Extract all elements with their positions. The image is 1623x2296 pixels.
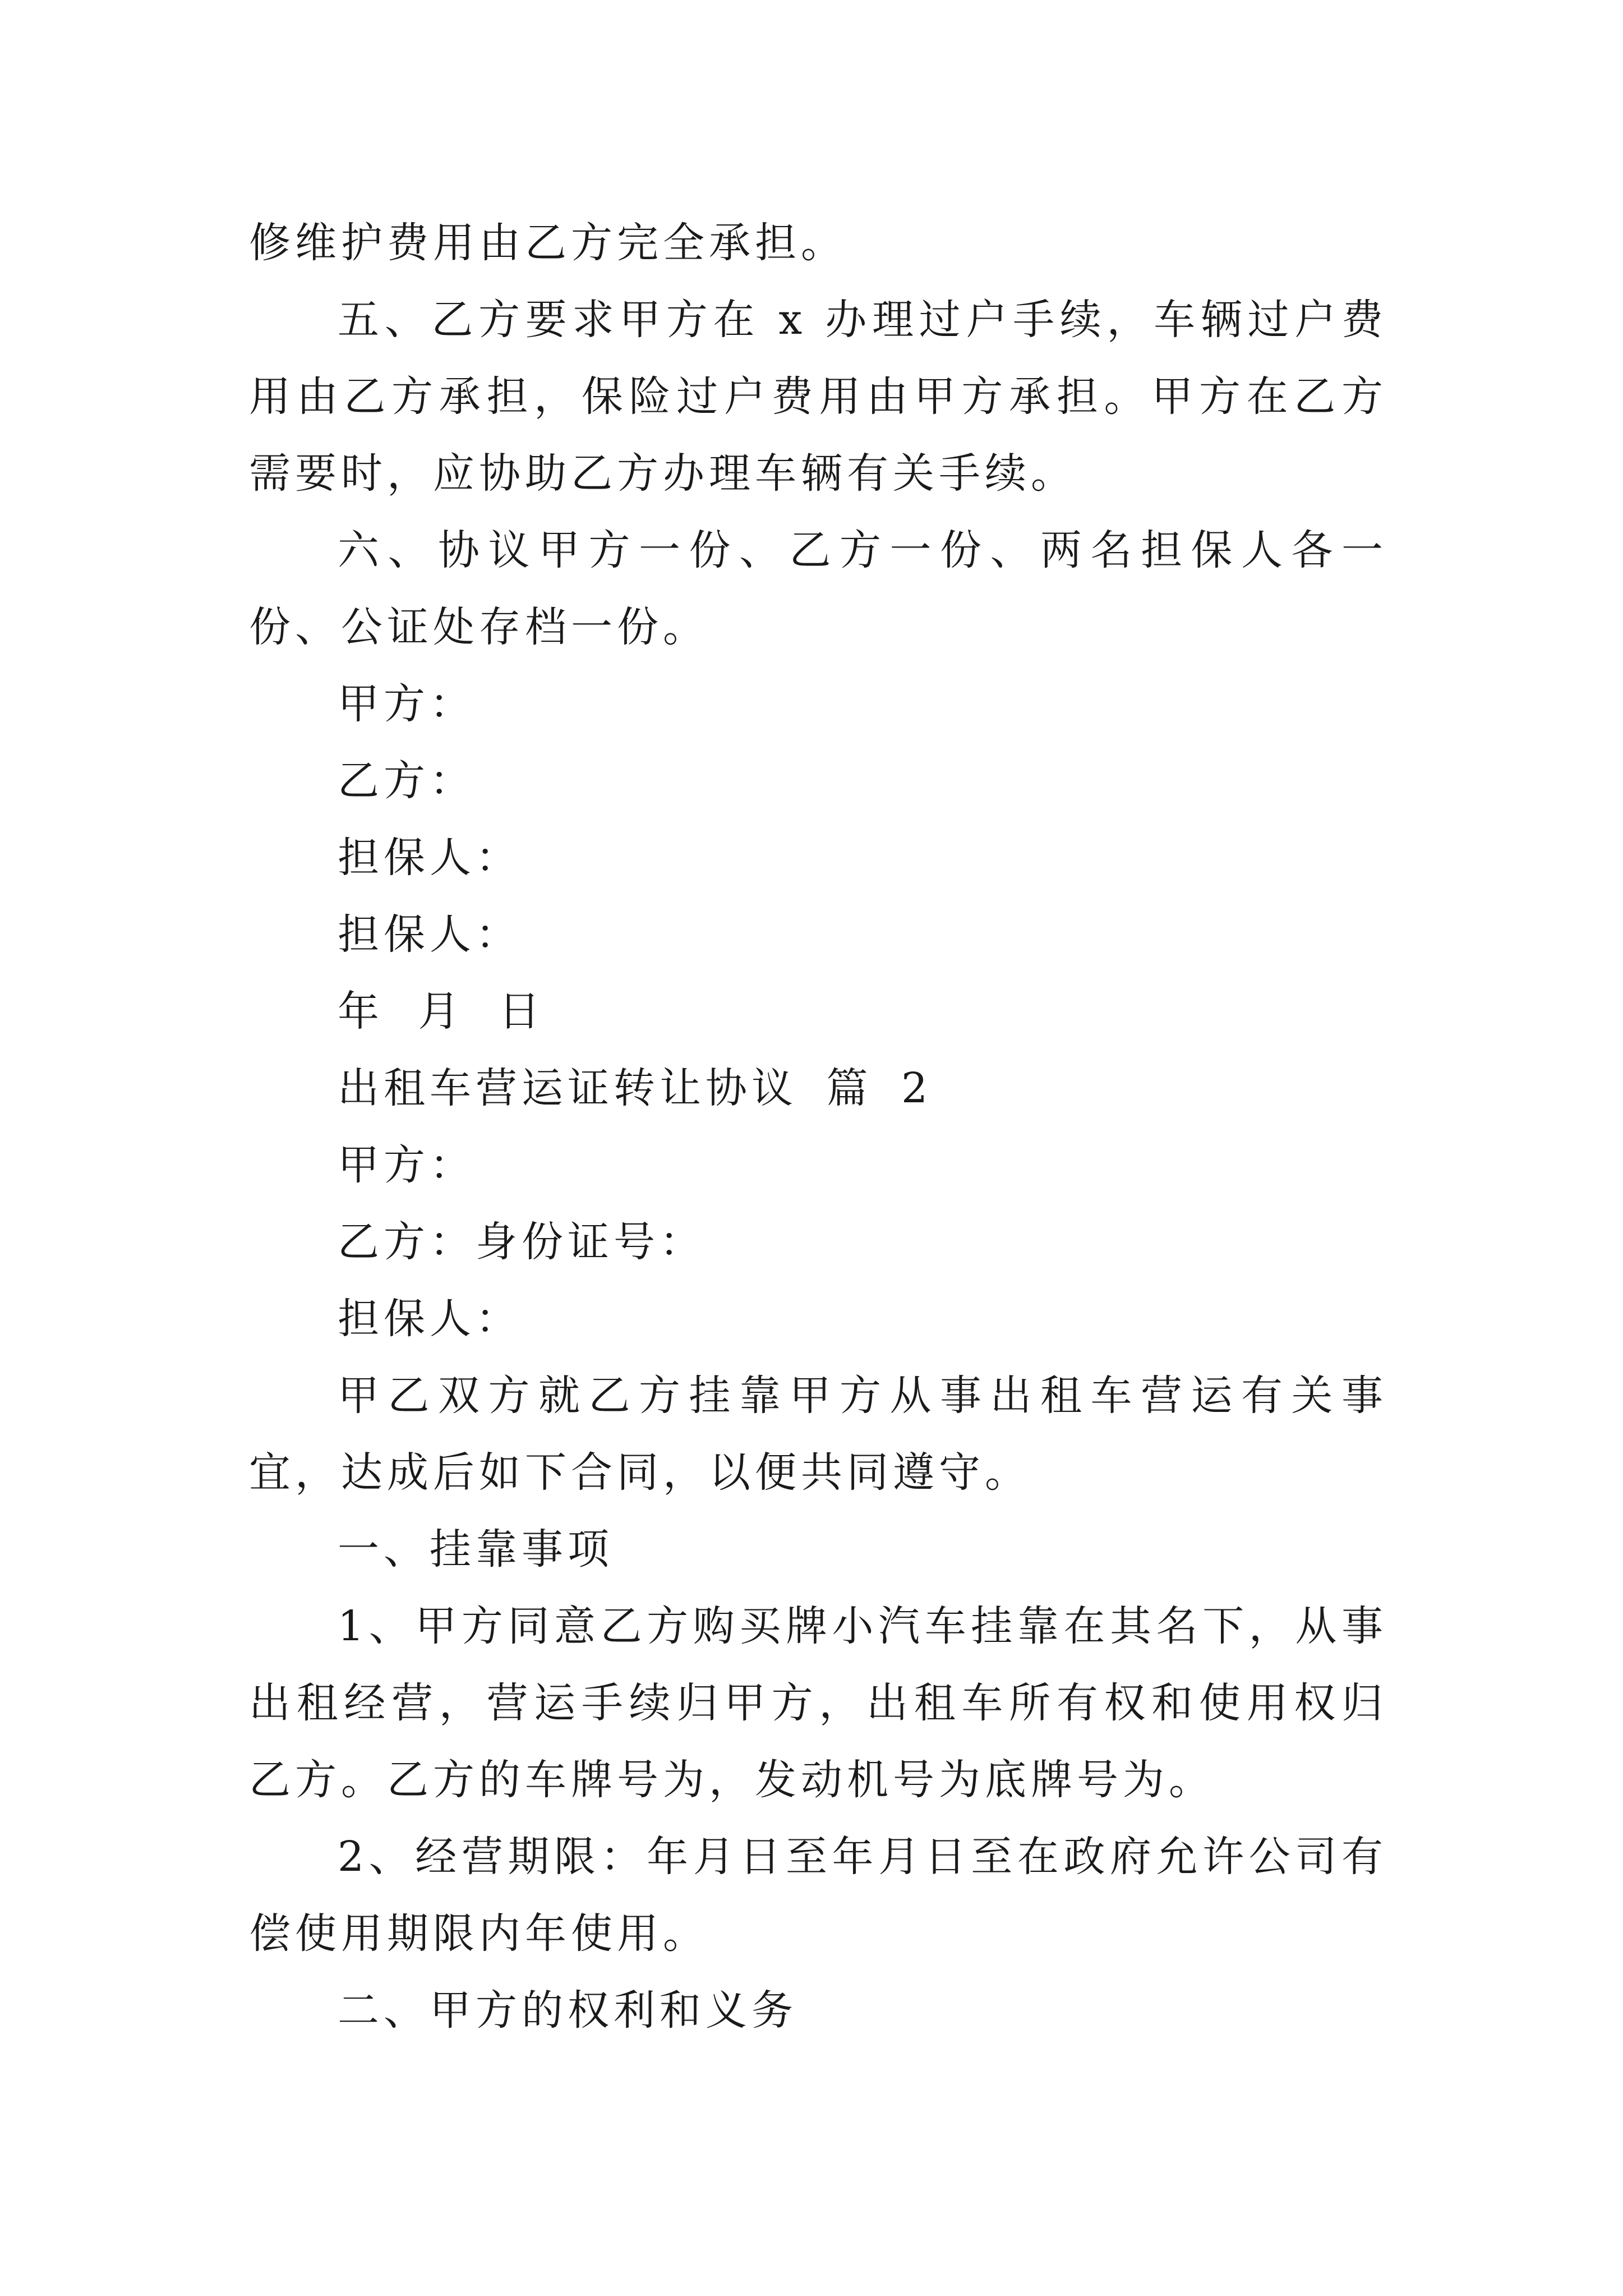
signature-guarantor-2: 担保人： bbox=[338, 910, 522, 959]
paragraph-preamble: 甲乙双方就乙方挂靠甲方从事出租车营运有关事宜，达成后如下合同，以便共同遵守。 bbox=[249, 1372, 1387, 1497]
heading-party-a-rights: 二、甲方的权利和义务 bbox=[338, 1986, 797, 2035]
paragraph-continuation: 修维护费用由乙方完全承担。 bbox=[249, 219, 847, 267]
signature-party-b: 乙方： bbox=[338, 757, 476, 805]
party-a-line: 甲方： bbox=[338, 1141, 476, 1189]
guarantor-line: 担保人： bbox=[338, 1295, 522, 1343]
paragraph-item-2: 2、经营期限：年月日至年月日至在政府允许公司有偿使用期限内年使用。 bbox=[249, 1833, 1387, 1958]
signature-date: 年 月 日 bbox=[338, 987, 545, 1036]
section-title-2: 出租车营运证转让协议 篇 2 bbox=[338, 1064, 933, 1112]
signature-guarantor-1: 担保人： bbox=[338, 834, 522, 882]
heading-affiliation: 一、挂靠事项 bbox=[338, 1525, 614, 1573]
document-body bbox=[249, 205, 1387, 2049]
paragraph-clause-5: 五、乙方要求甲方在 x 办理过户手续，车辆过户费用由乙方承担，保险过户费用由甲方承担。甲方在乙方需要时，应协助乙方办理车辆有关手续。 bbox=[249, 296, 1387, 498]
party-b-line: 乙方：身份证号： bbox=[338, 1218, 706, 1266]
signature-party-a: 甲方： bbox=[338, 680, 476, 728]
paragraph-clause-6: 六、协议甲方一份、乙方一份、两名担保人各一份、公证处存档一份。 bbox=[249, 526, 1387, 651]
paragraph-item-1: 1、甲方同意乙方购买牌小汽车挂靠在其名下，从事出租经营，营运手续归甲方，出租车所有权和使用权归乙方。乙方的车牌号为，发动机号为底牌号为。 bbox=[249, 1602, 1387, 1804]
